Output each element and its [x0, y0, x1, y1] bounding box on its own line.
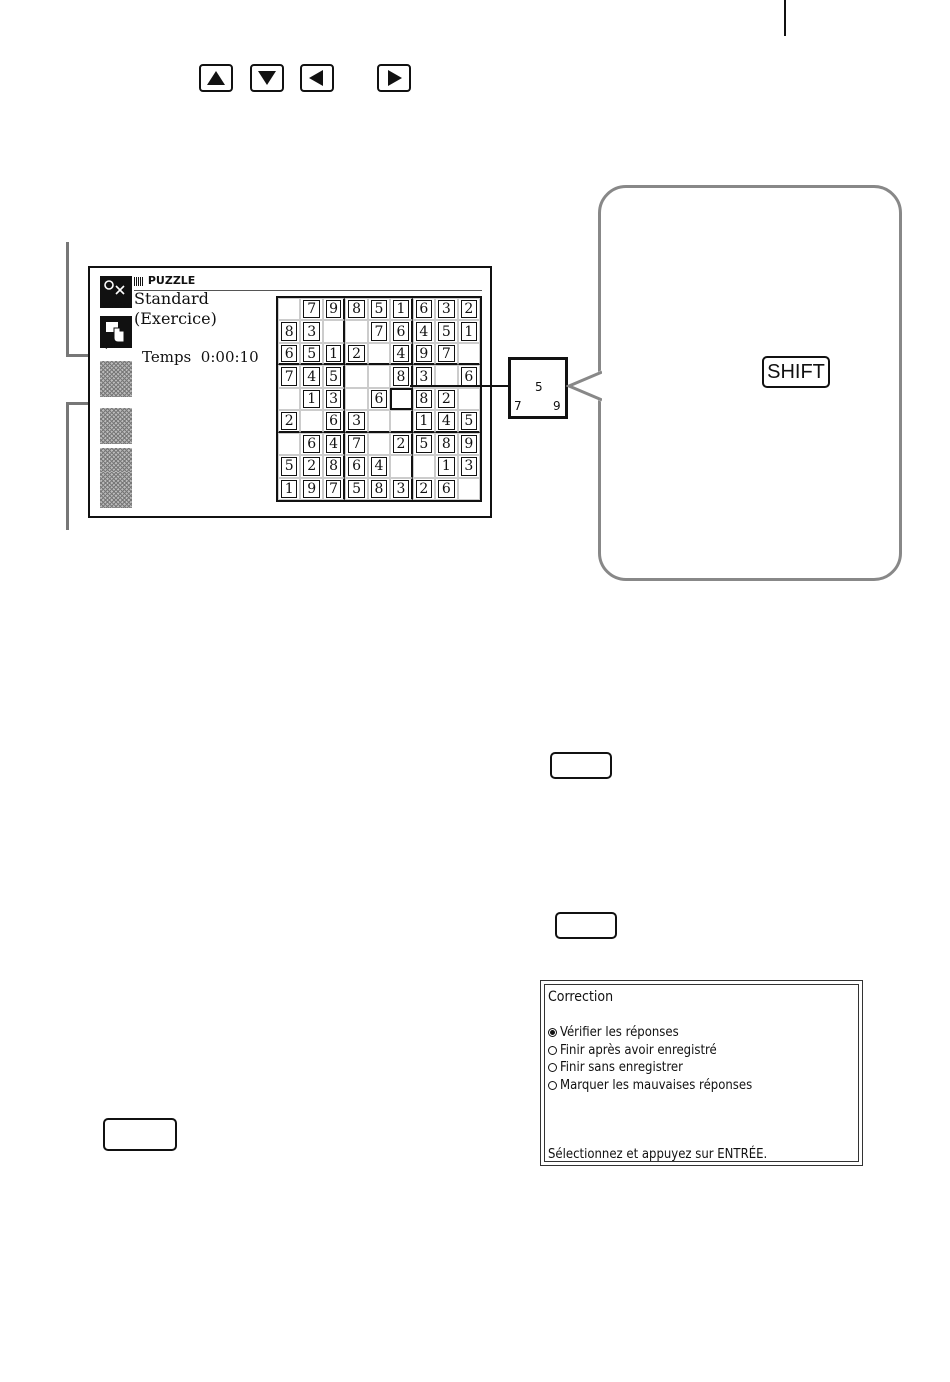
sudoku-cell[interactable]: [278, 365, 300, 387]
sudoku-cell[interactable]: [323, 320, 345, 342]
leader-line-timer: [66, 242, 69, 356]
candidate-bottom-left: 7: [514, 399, 522, 413]
shift-key-label: SHIFT: [767, 360, 825, 383]
sudoku-cell[interactable]: [323, 365, 345, 387]
sudoku-cell[interactable]: [458, 298, 480, 320]
callout-pointer: [566, 370, 602, 406]
sudoku-cell[interactable]: [345, 298, 367, 320]
sudoku-cell[interactable]: [300, 455, 322, 477]
sudoku-cell[interactable]: [413, 433, 435, 455]
sudoku-cell[interactable]: [323, 478, 345, 500]
cell-value: 2: [303, 457, 319, 475]
cell-value: 5: [371, 300, 387, 318]
side-slot: [100, 472, 132, 508]
sudoku-cell[interactable]: [323, 343, 345, 365]
cell-value: 3: [416, 367, 432, 385]
shift-key[interactable]: [762, 356, 830, 388]
cell-value: 7: [326, 480, 341, 498]
timer-value: 0:00:10: [200, 348, 259, 366]
down-arrow-icon: [252, 66, 282, 90]
up-arrow-key[interactable]: [199, 64, 233, 92]
sudoku-cell[interactable]: [435, 388, 457, 410]
cell-value: 3: [348, 412, 364, 429]
cell-value: 1: [416, 412, 432, 429]
sudoku-cell[interactable]: [435, 478, 457, 500]
app-title: PUZZLE: [147, 274, 196, 287]
sudoku-cell[interactable]: [368, 478, 390, 500]
cell-value: 6: [348, 457, 364, 475]
sudoku-cell[interactable]: [278, 410, 300, 432]
sudoku-cell[interactable]: [435, 343, 457, 365]
cell-value: 8: [348, 300, 364, 318]
sudoku-cell[interactable]: [458, 410, 480, 432]
sudoku-cell[interactable]: [323, 433, 345, 455]
cell-value: 7: [281, 367, 297, 385]
cell-value: 3: [326, 390, 341, 408]
option-label: Vérifier les réponses: [560, 1025, 679, 1040]
sudoku-cell[interactable]: [458, 320, 480, 342]
sudoku-cell[interactable]: [345, 433, 367, 455]
cell-value: 4: [416, 322, 432, 340]
sudoku-cell[interactable]: [300, 433, 322, 455]
quit-button-label: Quitter: [101, 341, 131, 350]
sudoku-cell[interactable]: [323, 388, 345, 410]
side-slot: [100, 408, 132, 444]
cell-value: 9: [303, 480, 319, 498]
radio-icon: [548, 1046, 557, 1055]
sudoku-cell[interactable]: [390, 388, 412, 410]
candidate-top: 5: [535, 380, 543, 394]
cell-value: 8: [281, 322, 297, 340]
sudoku-cell[interactable]: [278, 388, 300, 410]
sudoku-cell[interactable]: [300, 343, 322, 365]
cell-value: 1: [438, 457, 454, 475]
sudoku-cell[interactable]: [278, 343, 300, 365]
sudoku-cell[interactable]: [300, 410, 322, 432]
side-slot: [100, 361, 132, 397]
sudoku-cell[interactable]: [368, 365, 390, 387]
left-arrow-key[interactable]: [300, 64, 334, 92]
sudoku-cell[interactable]: [435, 320, 457, 342]
blank-key[interactable]: [550, 752, 612, 779]
cell-value: 9: [326, 300, 341, 318]
callout-bubble: [598, 185, 902, 581]
sudoku-cell[interactable]: [390, 455, 412, 477]
cell-value: 6: [371, 390, 387, 408]
cell-value: 9: [416, 345, 432, 362]
cell-value: 2: [348, 345, 364, 362]
sudoku-cell[interactable]: [458, 388, 480, 410]
cell-value: 3: [461, 457, 477, 475]
sudoku-cell[interactable]: [413, 478, 435, 500]
sudoku-cell[interactable]: [368, 320, 390, 342]
sudoku-cell[interactable]: [323, 298, 345, 320]
sudoku-cell[interactable]: [413, 388, 435, 410]
option-verify[interactable]: [548, 1025, 679, 1040]
timer: [142, 348, 259, 366]
dialog-hint: Sélectionnez et appuyez sur ENTRÉE.: [548, 1147, 768, 1162]
cell-value: 9: [461, 435, 477, 453]
cell-value: 4: [393, 345, 408, 362]
cell-value: 7: [303, 300, 319, 318]
cell-value: 5: [303, 345, 319, 362]
cell-value: 3: [303, 322, 319, 340]
option-quit-no-save[interactable]: [548, 1060, 683, 1075]
cell-value: 4: [326, 435, 341, 453]
option-label: Finir sans enregistrer: [560, 1060, 683, 1075]
option-mark-wrong[interactable]: [548, 1078, 752, 1093]
sudoku-cell[interactable]: [368, 455, 390, 477]
mode-subtitle: (Exercice): [134, 309, 217, 328]
leader-line-cursor: [66, 402, 69, 530]
cell-value: 1: [281, 480, 297, 498]
sudoku-cell[interactable]: [278, 320, 300, 342]
correction-dialog: [540, 980, 863, 1166]
sudoku-cell[interactable]: [458, 343, 480, 365]
sudoku-cell[interactable]: [435, 455, 457, 477]
sudoku-cell[interactable]: [458, 433, 480, 455]
cell-value: 7: [348, 435, 364, 453]
radio-icon: [548, 1063, 557, 1072]
cell-value: 4: [303, 367, 319, 385]
cell-value: 8: [438, 435, 454, 453]
sudoku-cell[interactable]: [413, 298, 435, 320]
sudoku-cell[interactable]: [323, 455, 345, 477]
cell-value: 6: [461, 367, 477, 385]
sudoku-cell[interactable]: [413, 320, 435, 342]
cell-value: 8: [326, 457, 341, 475]
option-label: Finir après avoir enregistré: [560, 1043, 717, 1058]
cell-value: 5: [348, 480, 364, 498]
sudoku-cell[interactable]: [435, 433, 457, 455]
cell-value: 1: [393, 300, 408, 318]
cell-value: 2: [461, 300, 477, 318]
right-arrow-key[interactable]: [377, 64, 411, 92]
cell-value: 2: [281, 412, 297, 429]
cell-value: 5: [438, 322, 454, 340]
cell-value: 6: [281, 345, 297, 362]
cell-value: 2: [438, 390, 454, 408]
cell-value: 5: [326, 367, 341, 385]
sudoku-cell[interactable]: [278, 433, 300, 455]
blank-key[interactable]: [103, 1118, 177, 1151]
sudoku-cell[interactable]: [278, 455, 300, 477]
cell-zoom-box: [508, 357, 568, 419]
sudoku-cell[interactable]: [368, 388, 390, 410]
sudoku-cell[interactable]: [323, 410, 345, 432]
down-arrow-key[interactable]: [250, 64, 284, 92]
sudoku-cell[interactable]: [390, 320, 412, 342]
blank-key[interactable]: [555, 912, 617, 939]
cell-value: 6: [438, 480, 454, 498]
cell-value: 6: [326, 412, 341, 429]
cell-value: 8: [416, 390, 432, 408]
sudoku-cell[interactable]: [458, 455, 480, 477]
cell-value: 1: [303, 390, 319, 408]
sudoku-cell[interactable]: [300, 298, 322, 320]
mode-name: Standard: [134, 289, 209, 308]
sudoku-cell[interactable]: [368, 433, 390, 455]
dialog-body: [544, 984, 859, 1162]
sudoku-cell[interactable]: [278, 298, 300, 320]
sudoku-cell[interactable]: [368, 343, 390, 365]
cell-value: 4: [371, 457, 387, 475]
left-arrow-icon: [302, 66, 332, 90]
cell-value: 7: [438, 345, 454, 362]
cell-value: 1: [326, 345, 341, 362]
dialog-title: Correction: [548, 989, 614, 1005]
up-arrow-icon: [201, 66, 231, 90]
sudoku-cell[interactable]: [300, 365, 322, 387]
right-arrow-icon: [379, 66, 409, 90]
page-edge-rule: [784, 0, 786, 36]
cell-value: 3: [438, 300, 454, 318]
cell-value: 6: [303, 435, 319, 453]
sudoku-cell[interactable]: [435, 410, 457, 432]
cell-value: 7: [371, 322, 387, 340]
sudoku-cell[interactable]: [300, 320, 322, 342]
zoom-connector: [410, 385, 508, 387]
sudoku-cell[interactable]: [368, 410, 390, 432]
cell-value: 3: [393, 480, 408, 498]
sudoku-cell[interactable]: [390, 410, 412, 432]
sudoku-cell[interactable]: [435, 298, 457, 320]
sudoku-cell[interactable]: [345, 388, 367, 410]
cell-value: 2: [393, 435, 408, 453]
sudoku-cell[interactable]: [413, 410, 435, 432]
sudoku-cell[interactable]: [390, 433, 412, 455]
cell-value: 5: [281, 457, 297, 475]
sudoku-cell[interactable]: [368, 298, 390, 320]
cell-value: 6: [393, 322, 408, 340]
cell-value: 2: [416, 480, 432, 498]
sudoku-cell[interactable]: [345, 455, 367, 477]
radio-icon: [548, 1081, 557, 1090]
radio-icon: [548, 1028, 557, 1037]
sudoku-cell[interactable]: [278, 478, 300, 500]
sudoku-board[interactable]: [276, 296, 482, 502]
cell-value: 5: [416, 435, 432, 453]
sudoku-cell[interactable]: [345, 410, 367, 432]
sudoku-cell[interactable]: [458, 478, 480, 500]
option-save-quit[interactable]: [548, 1043, 717, 1058]
sudoku-cell[interactable]: [345, 343, 367, 365]
cell-value: 8: [371, 480, 387, 498]
sudoku-cell[interactable]: [345, 478, 367, 500]
candidate-bottom-right: 9: [553, 399, 561, 413]
cell-value: 5: [461, 412, 477, 429]
puzzle-grid-icon: [134, 277, 144, 286]
cell-value: 1: [461, 322, 477, 340]
sudoku-cell[interactable]: [390, 478, 412, 500]
cell-value: 8: [393, 367, 408, 385]
sudoku-cell[interactable]: [413, 343, 435, 365]
option-label: Marquer les mauvaises réponses: [560, 1078, 753, 1093]
sudoku-cell[interactable]: [413, 455, 435, 477]
sudoku-cell[interactable]: [300, 478, 322, 500]
sudoku-cell[interactable]: [390, 298, 412, 320]
cell-value: 6: [416, 300, 432, 318]
sudoku-cell[interactable]: [300, 388, 322, 410]
sudoku-cell[interactable]: [390, 343, 412, 365]
timer-label: Temps: [142, 348, 192, 366]
sudoku-cell[interactable]: [345, 365, 367, 387]
device-screen: [88, 266, 492, 518]
verify-button-label: Vérifier: [101, 301, 131, 310]
sudoku-cell[interactable]: [345, 320, 367, 342]
cell-value: 4: [438, 412, 454, 429]
